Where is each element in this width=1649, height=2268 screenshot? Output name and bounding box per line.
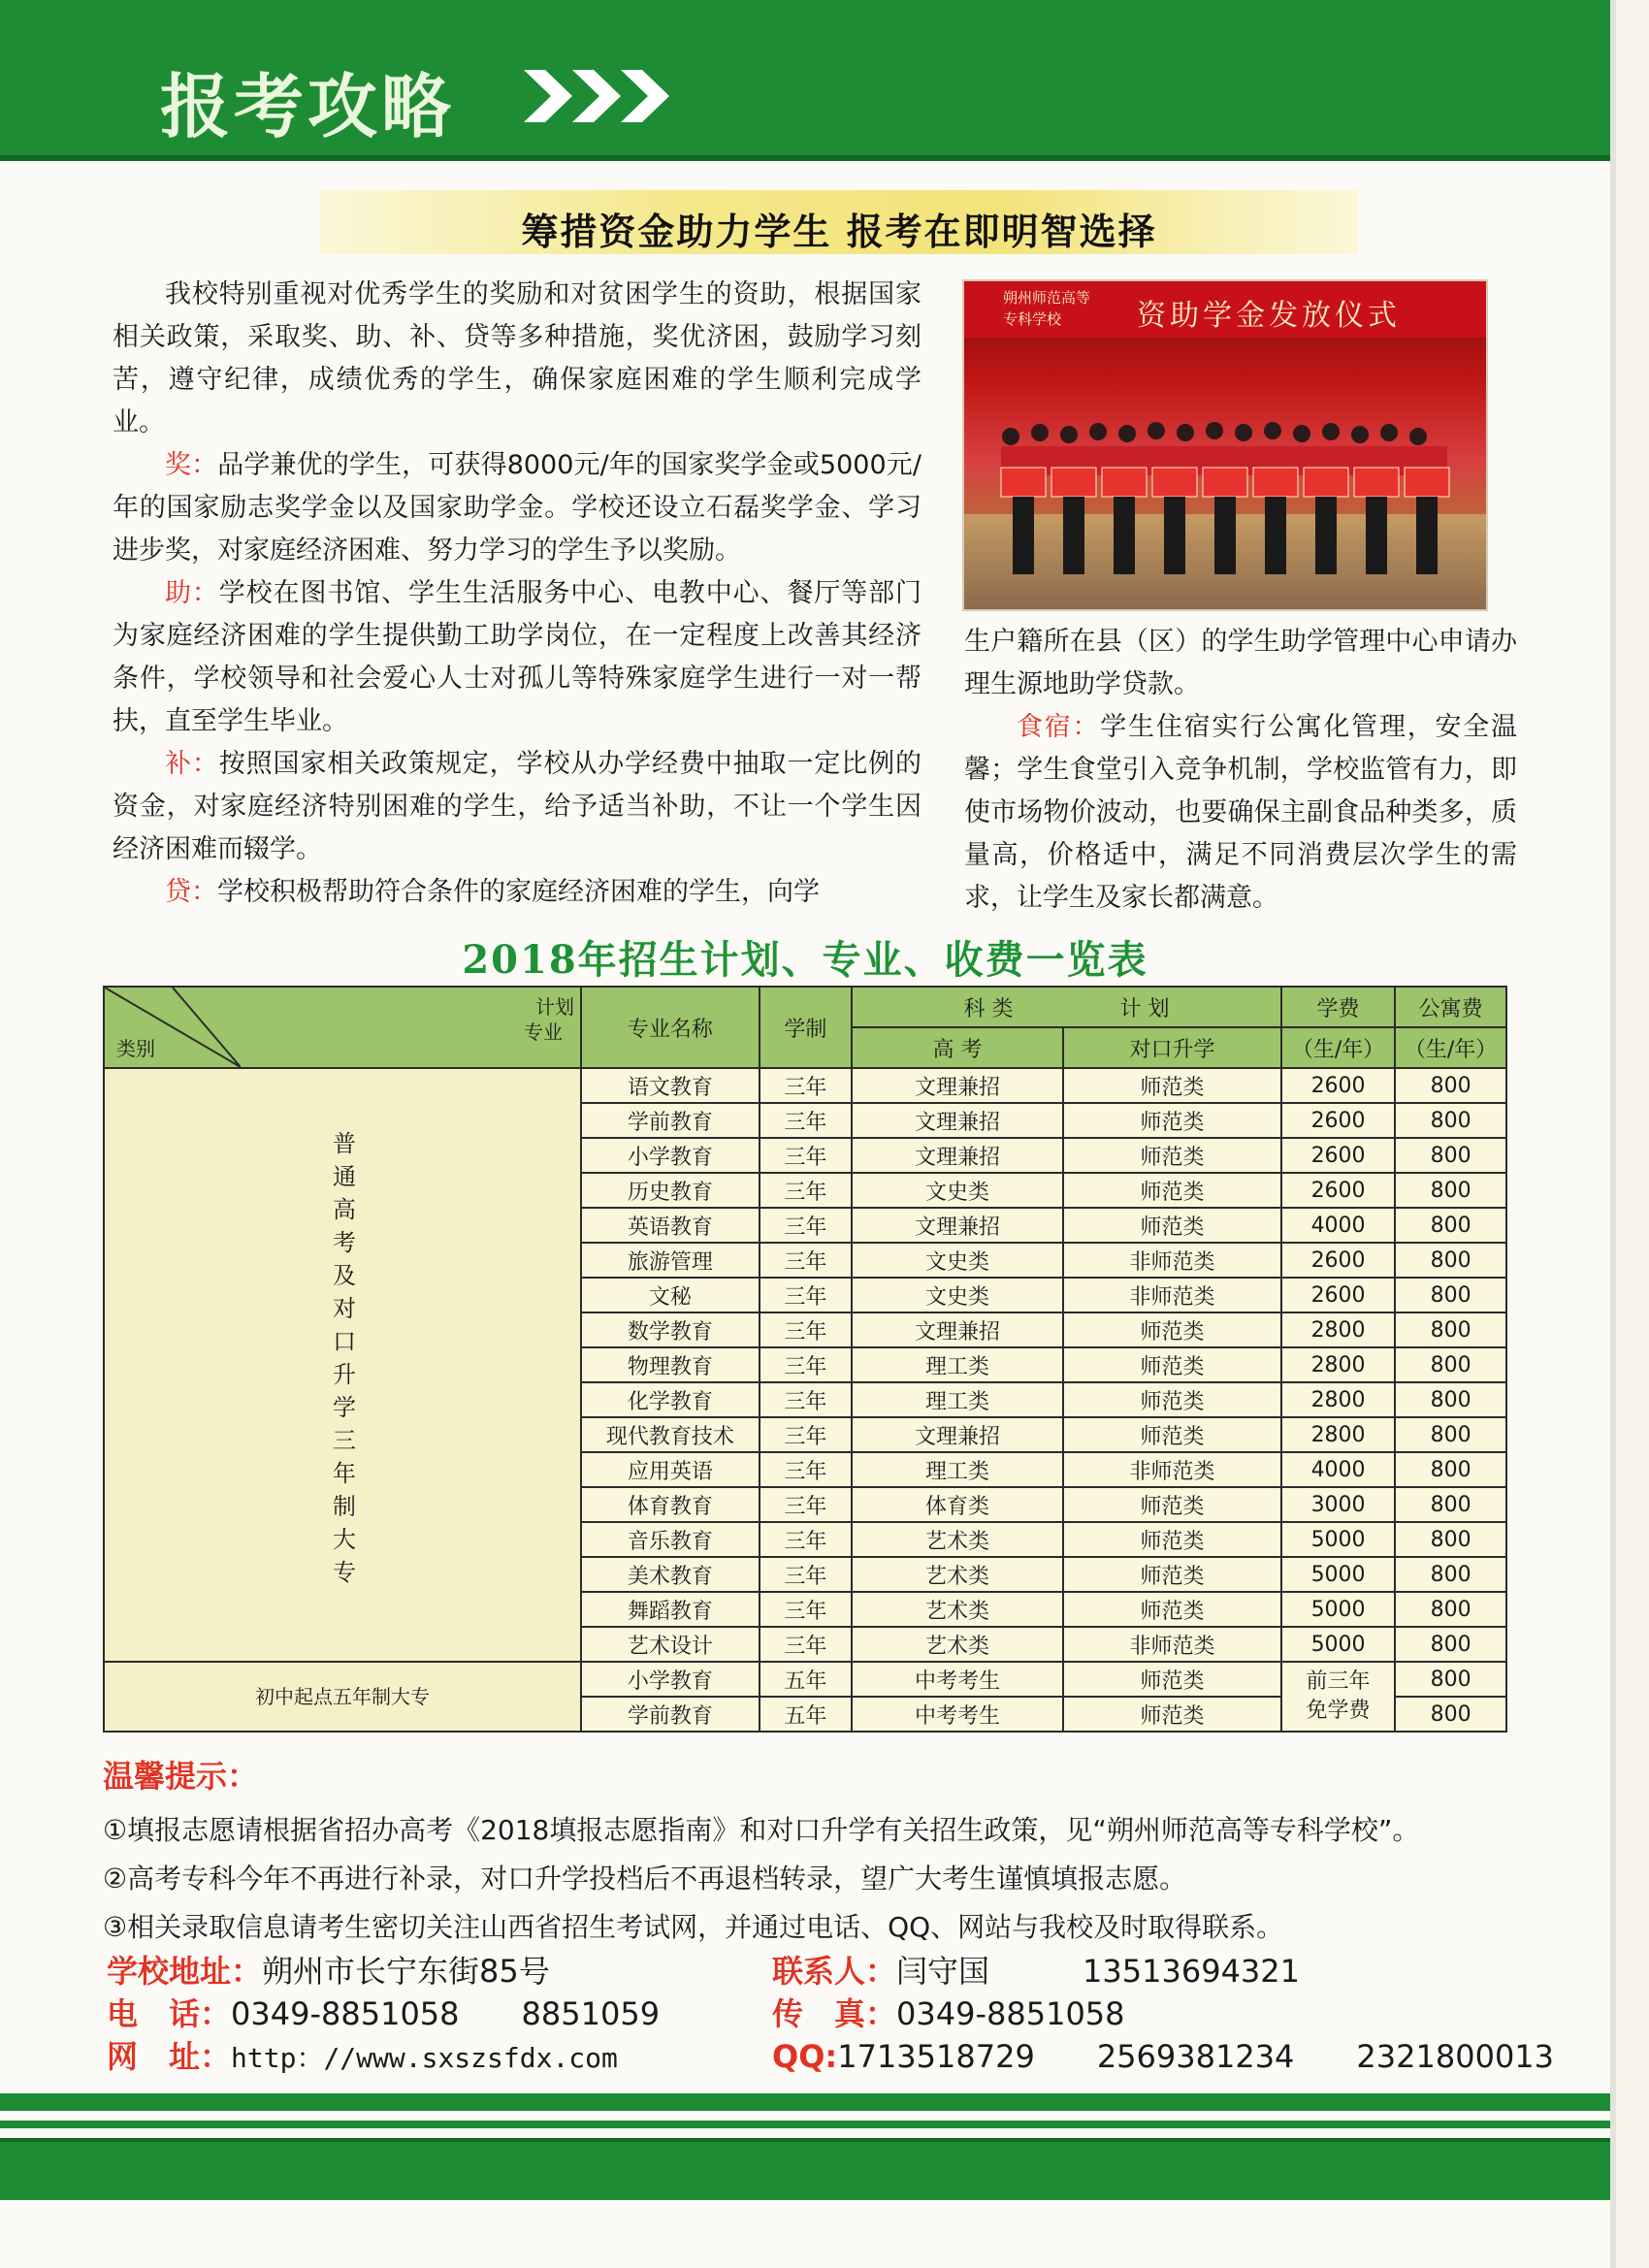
cell-major: 学前教育 [581, 1697, 760, 1732]
cell-gaokao: 艺术类 [852, 1592, 1063, 1627]
cell-system: 五年 [760, 1662, 852, 1697]
category-group-1 [104, 1068, 581, 1662]
fax-value: 0349-8851058 [896, 1995, 1125, 2032]
category-group-2: 初中起点五年制大专 [104, 1662, 581, 1732]
cell-gaokao: 体育类 [852, 1487, 1063, 1522]
person-label: 联系人： [772, 1953, 897, 1990]
cell-dorm: 800 [1395, 1068, 1506, 1103]
footer-stripe [0, 2093, 1610, 2111]
cell-gaokao: 中考考生 [852, 1697, 1063, 1732]
cell-duikou: 师范类 [1063, 1662, 1281, 1697]
cell-gaokao: 文理兼招 [852, 1103, 1063, 1138]
jiang-label: 奖： [165, 450, 218, 480]
address-value: 朔州市长宁东街85号 [262, 1953, 550, 1990]
cell-duikou: 师范类 [1063, 1487, 1281, 1522]
phone-value-2: 8851059 [521, 1995, 661, 2032]
qq-value-1: 1713518729 [837, 2038, 1035, 2075]
phone-label: 电 话： [107, 1995, 232, 2032]
cell-tuition: 2600 [1281, 1068, 1395, 1103]
cell-gaokao: 中考考生 [852, 1662, 1063, 1697]
intro-paragraph: 我校特别重视对优秀学生的奖励和对贫困学生的资助，根据国家相关政策，采取奖、助、补、贷等多种措施，奖优济困，鼓励学习刻苦，遵守纪律，成绩优秀的学生，确保家庭困难的学生顺利完成学业。 [113, 279, 922, 437]
table-row [104, 1662, 1506, 1697]
cell-tuition: 2800 [1281, 1312, 1395, 1347]
web-value[interactable]: http：//www.sxszsfdx.com [231, 2042, 618, 2074]
dai-text: 学校积极帮助符合条件的家庭经济困难的学生，向学 [217, 877, 820, 907]
cell-tuition: 2800 [1281, 1347, 1395, 1382]
cell-major: 英语教育 [581, 1208, 760, 1243]
shisu-label: 食宿： [1017, 712, 1101, 742]
shisu-paragraph [964, 706, 1517, 920]
cell-gaokao: 文理兼招 [852, 1417, 1063, 1452]
web-label: 网 址： [107, 2038, 232, 2075]
cell-system: 三年 [760, 1452, 852, 1487]
cell-major: 文秘 [581, 1278, 760, 1312]
web-line [107, 2035, 660, 2080]
qq-line [772, 2035, 1554, 2078]
dai-continuation: 生户籍所在县（区）的学生助学管理中心申请办理生源地助学贷款。 [964, 627, 1517, 699]
dai-label: 贷： [165, 877, 217, 907]
cell-system: 三年 [760, 1068, 852, 1103]
header-kelei-jihua [852, 987, 1281, 1027]
cell-system: 三年 [760, 1557, 852, 1592]
cell-system: 三年 [760, 1592, 852, 1627]
cell-duikou: 师范类 [1063, 1103, 1281, 1138]
fax-label: 传 真： [772, 1995, 897, 2032]
cell-tuition: 4000 [1281, 1452, 1395, 1487]
cell-tuition: 2600 [1281, 1173, 1395, 1208]
cell-duikou: 师范类 [1063, 1347, 1281, 1382]
table-row [104, 1068, 1506, 1103]
person-value: 闫守国 [896, 1953, 990, 1990]
subtitle: 筹措资金助力学生 报考在即明智选择 [521, 210, 1157, 253]
cell-major: 艺术设计 [581, 1627, 760, 1662]
qq-label: QQ: [772, 2038, 838, 2075]
cell-duikou: 师范类 [1063, 1208, 1281, 1243]
category-group-1-label: 普通高考及对口升学三年制大专 [328, 1131, 356, 1593]
enrollment-table [103, 986, 1507, 1733]
cell-tuition: 3000 [1281, 1487, 1395, 1522]
cell-major: 美术教育 [581, 1557, 760, 1592]
cell-dorm: 800 [1395, 1557, 1506, 1592]
fax-line [772, 1993, 1554, 2035]
cell-gaokao: 艺术类 [852, 1522, 1063, 1557]
cell-system: 三年 [760, 1243, 852, 1278]
cell-dorm: 800 [1395, 1208, 1506, 1243]
header-title: 报考攻略 [160, 66, 456, 147]
cell-major: 历史教育 [581, 1173, 760, 1208]
cell-duikou: 师范类 [1063, 1382, 1281, 1417]
cell-system: 三年 [760, 1522, 852, 1557]
cell-duikou: 师范类 [1063, 1138, 1281, 1173]
header-diagonal-cell [104, 987, 581, 1068]
diag-major-label: 专业 [524, 1021, 563, 1044]
cell-gaokao: 文史类 [852, 1173, 1063, 1208]
phone-line [107, 1993, 660, 2035]
tips-section [103, 1752, 1419, 1952]
article-left-column [113, 274, 922, 914]
zhu-paragraph [113, 572, 922, 743]
cell-gaokao: 文理兼招 [852, 1068, 1063, 1103]
cell-tuition: 2800 [1281, 1382, 1395, 1417]
zhu-text: 学校在图书馆、学生生活服务中心、电教中心、餐厅等部门为家庭经济困难的学生提供勤工助学岗位，在一定程度上改善其经济条件，学校领导和社会爱心人士对孤儿等特殊家庭学生进行一对一帮扶，直至学生毕业。 [113, 578, 922, 736]
cell-dorm: 800 [1395, 1452, 1506, 1487]
cell-duikou: 非师范类 [1063, 1243, 1281, 1278]
cell-system: 三年 [760, 1312, 852, 1347]
cell-system: 三年 [760, 1138, 852, 1173]
bu-paragraph [113, 743, 922, 871]
cell-gaokao: 艺术类 [852, 1627, 1063, 1662]
jiang-paragraph [113, 444, 922, 572]
cell-duikou: 师范类 [1063, 1522, 1281, 1557]
header-jihua: 计 划 [1119, 996, 1170, 1021]
cell-duikou: 师范类 [1063, 1068, 1281, 1103]
contact-left [107, 1950, 660, 2080]
cell-duikou: 非师范类 [1063, 1278, 1281, 1312]
cell-dorm: 800 [1395, 1103, 1506, 1138]
diag-plan-label: 计划 [535, 995, 574, 1019]
cell-system: 三年 [760, 1487, 852, 1522]
cell-system: 三年 [760, 1417, 852, 1452]
phone-value-1: 0349-8851058 [231, 1995, 460, 2032]
cell-major: 现代教育技术 [581, 1417, 760, 1452]
tip-item: ③相关录取信息请考生密切关注山西省招生考试网，并通过电话、QQ、网站与我校及时取得联系。 [103, 1911, 1284, 1943]
students-group-icon [991, 407, 1457, 601]
cell-major: 小学教育 [581, 1662, 760, 1697]
cell-gaokao: 文史类 [852, 1243, 1063, 1278]
header-dorm: 公寓费 [1395, 987, 1506, 1027]
cell-dorm: 800 [1395, 1312, 1506, 1347]
cell-system: 三年 [760, 1278, 852, 1312]
table-title: 2018年招生计划、专业、收费一览表 [462, 937, 1148, 983]
tips-title: 温馨提示： [103, 1758, 259, 1795]
jiang-text: 品学兼优的学生，可获得8000元/年的国家奖学金或5000元/年的国家励志奖学金以及国家助学金。学校还设立石磊奖学金、学习进步奖，对家庭经济困难、努力学习的学生予以奖励。 [113, 450, 922, 566]
cell-dorm: 800 [1395, 1138, 1506, 1173]
header-system: 学制 [760, 987, 852, 1068]
header-kelei: 科 类 [963, 996, 1014, 1021]
cell-system: 三年 [760, 1382, 852, 1417]
shisu-text: 学生住宿实行公寓化管理，安全温馨；学生食堂引入竞争机制，学校监管有力，即使市场物价波动，也要确保主副食品种类多，质量高，价格适中，满足不同消费层次学生的需求，让学生及家长都满意。 [964, 712, 1518, 913]
cell-duikou: 师范类 [1063, 1312, 1281, 1347]
mobile-value: 13513694321 [1083, 1953, 1300, 1990]
cell-major: 语文教育 [581, 1068, 760, 1103]
cell-dorm: 800 [1395, 1417, 1506, 1452]
header-major: 专业名称 [581, 987, 760, 1068]
cell-duikou: 师范类 [1063, 1417, 1281, 1452]
diag-category-label: 类别 [116, 1037, 155, 1060]
header-tuition-unit: （生/年） [1281, 1027, 1395, 1068]
cell-dorm: 800 [1395, 1522, 1506, 1557]
contact-right [772, 1950, 1554, 2078]
header-gaokao: 高 考 [852, 1027, 1063, 1068]
cell-dorm: 800 [1395, 1662, 1506, 1697]
cell-dorm: 800 [1395, 1278, 1506, 1312]
tip-item: ①填报志愿请根据省招办高考《2018填报志愿指南》和对口升学有关招生政策，见“朔州师范高等专科学校”。 [103, 1814, 1420, 1846]
cell-dorm: 800 [1395, 1243, 1506, 1278]
cell-dorm: 800 [1395, 1487, 1506, 1522]
table-body [104, 1068, 1506, 1732]
header-dorm-unit: （生/年） [1395, 1027, 1506, 1068]
address-line [107, 1950, 660, 1993]
person-line [772, 1950, 1554, 1993]
cell-major: 学前教育 [581, 1103, 760, 1138]
cell-major: 旅游管理 [581, 1243, 760, 1278]
cell-dorm: 800 [1395, 1627, 1506, 1662]
cell-system: 三年 [760, 1627, 852, 1662]
cell-dorm: 800 [1395, 1173, 1506, 1208]
cell-tuition: 2600 [1281, 1138, 1395, 1173]
cell-gaokao: 艺术类 [852, 1557, 1063, 1592]
header-tuition: 学费 [1281, 987, 1395, 1027]
dai-paragraph [113, 871, 922, 914]
cell-system: 三年 [760, 1208, 852, 1243]
triple-chevron-icon [524, 62, 698, 130]
cell-duikou: 师范类 [1063, 1592, 1281, 1627]
cell-system: 三年 [760, 1103, 852, 1138]
cell-dorm: 800 [1395, 1697, 1506, 1732]
cell-major: 小学教育 [581, 1138, 760, 1173]
cell-major: 音乐教育 [581, 1522, 760, 1557]
cell-tuition: 5000 [1281, 1627, 1395, 1662]
cell-major: 舞蹈教育 [581, 1592, 760, 1627]
cell-major: 体育教育 [581, 1487, 760, 1522]
cell-major: 化学教育 [581, 1382, 760, 1417]
cell-duikou: 师范类 [1063, 1697, 1281, 1732]
cell-tuition: 2600 [1281, 1103, 1395, 1138]
cell-major: 应用英语 [581, 1452, 760, 1487]
cell-major: 物理教育 [581, 1347, 760, 1382]
cell-tuition: 2600 [1281, 1243, 1395, 1278]
photo-school-name: 朔州师范高等专科学校 [1003, 289, 1091, 328]
cell-tuition: 2800 [1281, 1417, 1395, 1452]
tip-item: ②高考专科今年不再进行补录，对口升学投档后不再退档转录，望广大考生谨慎填报志愿。 [103, 1863, 1187, 1895]
cell-system: 五年 [760, 1697, 852, 1732]
cell-gaokao: 理工类 [852, 1347, 1063, 1382]
free-tuition-note: 前三年免学费 [1281, 1662, 1395, 1732]
cell-duikou: 师范类 [1063, 1557, 1281, 1592]
cell-gaokao: 文理兼招 [852, 1312, 1063, 1347]
header-bar [0, 0, 1610, 161]
qq-value-3: 2321800013 [1356, 2038, 1555, 2075]
cell-gaokao: 文史类 [852, 1278, 1063, 1312]
cell-tuition: 2600 [1281, 1278, 1395, 1312]
cell-duikou: 非师范类 [1063, 1627, 1281, 1662]
cell-major: 数学教育 [581, 1312, 760, 1347]
cell-gaokao: 理工类 [852, 1382, 1063, 1417]
cell-system: 三年 [760, 1347, 852, 1382]
cell-dorm: 800 [1395, 1347, 1506, 1382]
cell-tuition: 4000 [1281, 1208, 1395, 1243]
zhu-label: 助： [165, 578, 219, 608]
photo-ceremony-title: 资助学金发放仪式 [1137, 299, 1401, 333]
header-duikou: 对口升学 [1063, 1027, 1281, 1068]
cell-gaokao: 文理兼招 [852, 1208, 1063, 1243]
cell-duikou: 非师范类 [1063, 1452, 1281, 1487]
cell-duikou: 师范类 [1063, 1173, 1281, 1208]
address-label: 学校地址： [107, 1953, 263, 1990]
qq-value-2: 2569381234 [1096, 2038, 1295, 2075]
cell-gaokao: 理工类 [852, 1452, 1063, 1487]
cell-system: 三年 [760, 1173, 852, 1208]
cell-dorm: 800 [1395, 1382, 1506, 1417]
bu-text: 按照国家相关政策规定，学校从办学经费中抽取一定比例的资金，对家庭经济特别困难的学生，给予适当补助，不让一个学生因经济困难而辍学。 [113, 749, 922, 864]
cell-gaokao: 文理兼招 [852, 1138, 1063, 1173]
cell-dorm: 800 [1395, 1592, 1506, 1627]
cell-tuition: 5000 [1281, 1522, 1395, 1557]
ceremony-photo [962, 279, 1488, 611]
cell-tuition: 5000 [1281, 1557, 1395, 1592]
article-right-column [964, 621, 1517, 920]
bu-label: 补： [165, 749, 219, 779]
footer-bar [0, 2138, 1610, 2200]
footer-stripe [0, 2121, 1610, 2128]
cell-tuition: 5000 [1281, 1592, 1395, 1627]
